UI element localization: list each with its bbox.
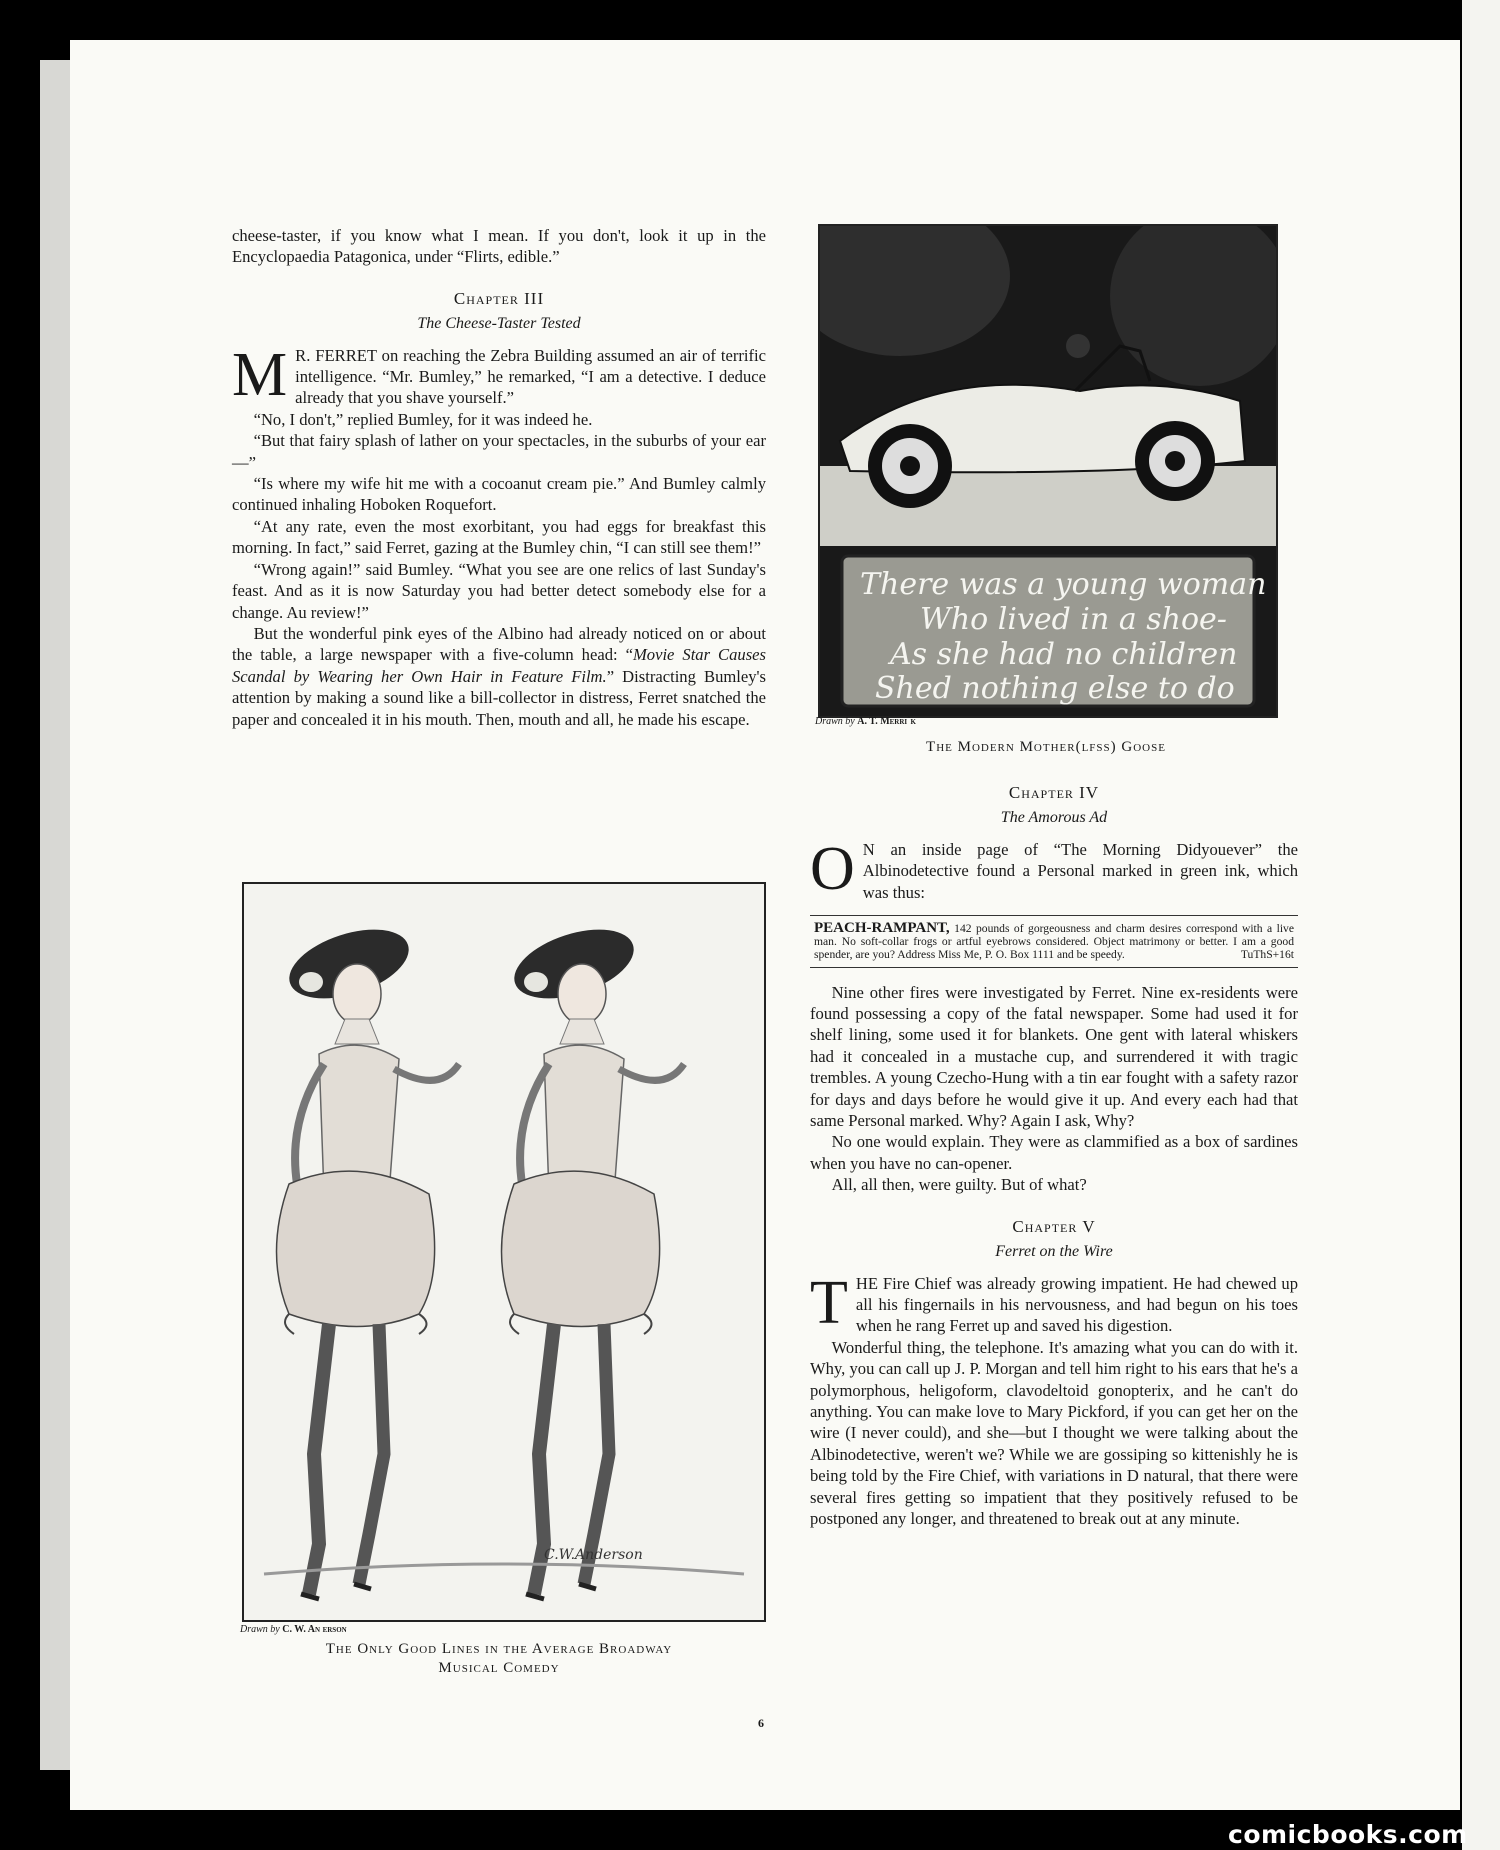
banner-line-2: Who lived in a shoe- [920, 602, 1227, 637]
chapter-3-paragraph-4: “Is where my wife hit me with a cocoanut cream pie.” And Bumley calmly continued inhaling Hoboken Roquefort. [232, 474, 766, 515]
ad-code: TuThS+16t [1240, 948, 1294, 962]
chapter-5-heading: Chapter V [1012, 1216, 1096, 1236]
intro-paragraph: cheese-taster, if you know what I mean. If you don't, look it up in the Encyclopaedia Patagonica, under “Flirts, edible.” [232, 226, 766, 267]
shoe-car-illustration [818, 224, 1278, 718]
left-text-column [232, 225, 766, 730]
drop-cap-m: M [232, 340, 288, 409]
right-illustration-caption: The Modern Mother(lfss) Goose [926, 739, 1166, 755]
drop-cap-o: O [810, 834, 855, 903]
car-drawing [820, 226, 1276, 716]
dancers-illustration [242, 882, 766, 1622]
chapter-3-paragraph-6: “Wrong again!” said Bumley. “What you see are one relics of last Sunday's feast. And as it is now Saturday you had better detect somebody else for a change. Au review!” [232, 559, 766, 622]
banner-line-4: Shed nothing else to do [875, 671, 1235, 706]
dancers-drawing [244, 884, 764, 1620]
chapter-4-heading: Chapter IV [1008, 783, 1100, 802]
chapter-5-paragraph-2: Wonderful thing, the telephone. It's amazing what you can do with it. Why, you can call up J. P. Morgan and tell him right to his ears that he's a polymorphous, heligoform, clavodeltoid gonopterix, and he can't do anything. You can make love to Mary Pickford, if you can get her on the wire (I never could), and she—but I thought we were talking about the Albinodetective, weren't we? While we are gossiping so kittenishly he is being told by the Fire Chief, with variations in D natural, that there were several fires getting so impatient that they positively refused to be postponed any longer, and threatened to break out at any minute. [810, 1337, 1298, 1528]
chapter-3-heading: Chapter III [453, 288, 545, 308]
chapter-3-paragraph-7: But the wonderful pink eyes of the Albino had already noticed on or about the table, a large newspaper with a five-column head: “Movie Star Causes Scandal by Wearing her Own Hair in Feature Film.” Distracting Bumley's attention by making a sound like a bill-collector in distress, Ferret snatched the paper and concealed it in his mouth. Then, mouth and all, he made his escape. [232, 623, 766, 729]
svg-text:C.W.Anderson: C.W.Anderson [544, 1547, 643, 1563]
chapter-3-paragraph-2: “No, I don't,” replied Bumley, for it was indeed he. [253, 409, 593, 429]
watermark-text: comicbooks.com [1228, 1820, 1468, 1849]
page-number: 6 [758, 1716, 764, 1730]
right-illustration-credit: Drawn by A. T. Merriˆk [815, 716, 916, 727]
chapter-4-paragraph-1: O N an inside page of “The Morning Didyouever” the Albinodetective found a Personal marked in green ink, which was thus: [810, 834, 1298, 903]
page-left-edge [40, 60, 74, 1770]
chapter-4-paragraph-3: No one would explain. They were as clammified as a box of sardines when you have no can-opener. [810, 1132, 1298, 1173]
banner-line-1: There was a young woman [860, 567, 1267, 602]
facing-page-edge [1462, 0, 1500, 1850]
right-text-column [810, 762, 1298, 1529]
chapter-3-paragraph-3: “But that fairy splash of lather on your spectacles, in the suburbs of your ear—” [232, 431, 766, 472]
chapter-5-subtitle: Ferret on the Wire [995, 1243, 1113, 1261]
chapter-3-paragraph-1: M R. FERRET on reaching the Zebra Building assumed an air of terrific intelligence. “Mr. Bumley,” he remarked, “I am a detective. I deduce already that you shave yourself.” [232, 340, 766, 409]
ad-headline: PEACH-RAMPANT, [814, 920, 950, 937]
left-illustration-caption: The Only Good Lines in the Average Broadway Musical Comedy [325, 1641, 673, 1676]
banner-line-3: As she had no children [890, 637, 1238, 672]
drop-cap-t: T [810, 1268, 848, 1337]
chapter-3-subtitle: The Cheese-Taster Tested [417, 315, 581, 333]
left-illustration-credit: Drawn by C. W. An erson [240, 1624, 347, 1635]
personal-ad-box [810, 915, 1298, 968]
chapter-4-subtitle: The Amorous Ad [1000, 809, 1108, 827]
ad-body: 142 pounds of gorgeousness and charm desires correspond with a live man. No soft-collar frogs or artful eyebrows considered. Object matrimony or better. I am a good spender, are you? Address Miss Me, P. O. Box 1111 and be speedy. [814, 922, 1294, 962]
chapter-4-paragraph-4: All, all then, were guilty. But of what? [831, 1175, 1087, 1195]
chapter-3-paragraph-5: “At any rate, even the most exorbitant, you had eggs for breakfast this morning. In fact,” said Ferret, gazing at the Bumley chin, “I can still see them!” [232, 516, 766, 558]
chapter-4-paragraph-2: Nine other fires were investigated by Ferret. Nine ex-residents were found possessing a copy of the fatal newspaper. Some had used it for shelf lining, some used it for blankets. One gent with lateral whiskers had it concealed in a mustache cup, and surrendered it with tragic trembles. A young Czecho-Hung with a tin ear fought with a safety razor for days and days before he would give it up. And every each had that same Personal marked. Why? Again I ask, Why? [810, 982, 1298, 1131]
chapter-5-paragraph-1: THE Fire Chief was already growing impatient. He had chewed up all his fingernails in his nervousness, and had begun on his toes when he rang Ferret up and saved his digestion. [810, 1268, 1298, 1337]
